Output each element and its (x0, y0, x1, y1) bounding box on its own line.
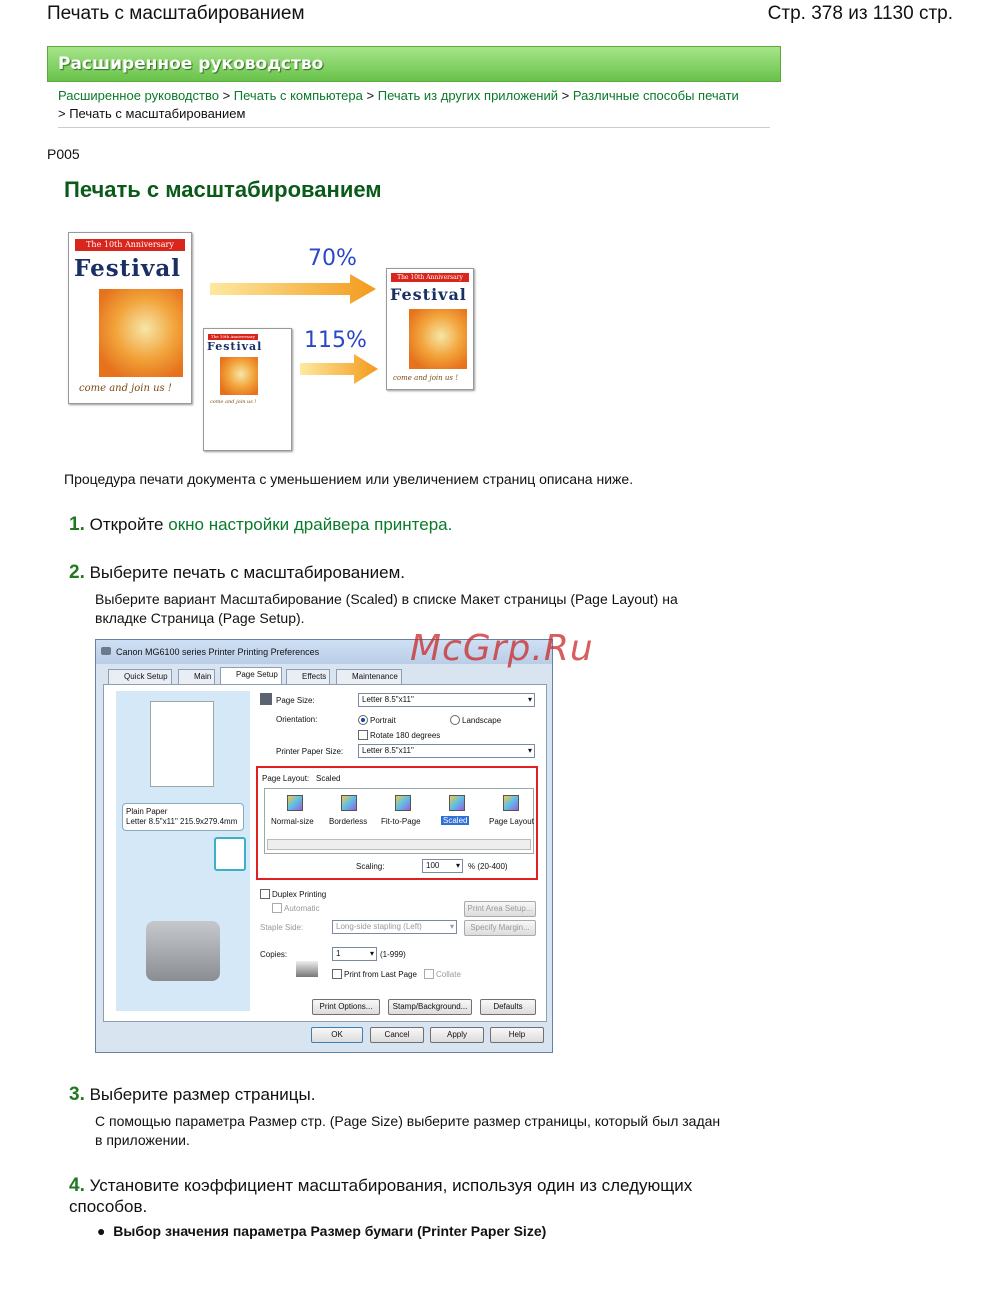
normal-size-icon[interactable] (287, 795, 303, 811)
specify-margin-button[interactable]: Specify Margin... (464, 920, 536, 936)
copies-range: (1-999) (380, 950, 406, 959)
cancel-button[interactable]: Cancel (370, 1027, 424, 1043)
portrait-radio[interactable] (358, 715, 368, 725)
tab-label: Page Setup (236, 670, 278, 679)
watermark: McGrp.Ru (410, 628, 594, 669)
small-poster-image (203, 328, 292, 451)
reduce-percent: 70% (308, 246, 357, 271)
page-layout-highlight (256, 766, 538, 880)
layout-option[interactable]: Fit-to-Page (381, 817, 421, 826)
copies-label: Copies: (260, 950, 288, 959)
rotate-label: Rotate 180 degrees (370, 731, 441, 740)
scaled-poster-image (386, 268, 474, 390)
dog-photo (220, 357, 258, 395)
print-last-checkbox[interactable] (332, 969, 342, 979)
printer-paper-size-label: Printer Paper Size: (276, 747, 344, 756)
printer-paper-size-select[interactable]: Letter 8.5"x11" ▾ (358, 744, 535, 758)
scaling-range: % (20-400) (468, 862, 508, 871)
page-size-label: Page Size: (276, 696, 315, 705)
portrait-label: Portrait (370, 716, 396, 725)
step-4 (69, 1175, 749, 1217)
preview-info-box (122, 803, 244, 831)
automatic-label: Automatic (284, 904, 320, 913)
scaling-input[interactable]: 100 ▾ (422, 859, 463, 873)
copies-stack-icon (296, 961, 318, 977)
print-options-button[interactable]: Print Options... (312, 999, 380, 1015)
dog-photo (99, 289, 183, 377)
page-counter: Стр. 378 из 1130 стр. (767, 3, 953, 24)
print-area-setup-button[interactable]: Print Area Setup... (464, 901, 536, 917)
driver-setup-link[interactable]: окно настройки драйвера принтера. (168, 515, 453, 534)
step-description: С помощью параметра Размер стр. (Page Size) выберите размер страницы, который был задан в приложении. (95, 1113, 721, 1148)
tab-maintenance[interactable] (336, 669, 402, 685)
ok-button[interactable]: OK (311, 1027, 363, 1043)
breadcrumb-link[interactable]: Печать из других приложений (377, 88, 559, 103)
breadcrumb-sep: > (561, 88, 570, 103)
preview-size: Letter 8.5"x11" 215.9x279.4mm (126, 817, 238, 826)
poster-title: Festival (390, 285, 467, 304)
banner-label: Расширенное руководство (58, 54, 324, 74)
breadcrumb (58, 87, 778, 123)
tab-effects[interactable] (286, 669, 330, 685)
doc-code: P005 (47, 146, 80, 162)
poster-footer: come and join us ! (210, 399, 257, 405)
defaults-button[interactable]: Defaults (480, 999, 536, 1015)
section-banner (47, 46, 781, 82)
tab-label: Maintenance (352, 672, 398, 681)
printer-preferences-dialog (95, 639, 553, 1053)
layout-option[interactable]: Page Layout (489, 817, 534, 826)
layout-option[interactable]: Normal-size (271, 817, 314, 826)
step-number: 3. (69, 1084, 85, 1105)
rotate-checkbox[interactable] (358, 730, 368, 740)
running-header-title: Печать с масштабированием (47, 3, 305, 24)
staple-side-label: Staple Side: (260, 923, 304, 932)
dog-photo (409, 309, 467, 369)
divider (58, 127, 770, 128)
tab-main[interactable] (178, 669, 215, 685)
stamp-background-button[interactable]: Stamp/Background... (388, 999, 472, 1015)
orientation-icon (214, 837, 246, 871)
duplex-label: Duplex Printing (272, 890, 327, 899)
tab-label: Quick Setup (124, 672, 168, 681)
dialog-title: Canon MG6100 series Printer Printing Preferences (116, 647, 320, 657)
poster-footer: come and join us ! (79, 383, 172, 394)
poster-tag: The 10th Anniversary (391, 273, 469, 282)
bullet-icon: ● (97, 1223, 114, 1239)
breadcrumb-link[interactable]: Различные способы печати (572, 88, 739, 103)
step-description: Выберите вариант Масштабирование (Scaled) в списке Макет страницы (Page Layout) на вкладке Страница (Page Setup). (95, 591, 678, 626)
landscape-label: Landscape (462, 716, 502, 725)
automatic-checkbox[interactable] (272, 903, 282, 913)
arrow-right-icon (210, 274, 378, 304)
tab-quick-setup[interactable] (108, 669, 172, 685)
breadcrumb-link[interactable]: Печать с компьютера (233, 88, 363, 103)
page-size-icon (260, 693, 272, 705)
step-number: 2. (69, 562, 85, 583)
breadcrumb-sep: > (222, 88, 231, 103)
copies-input[interactable]: 1 ▾ (332, 947, 377, 961)
page-layout-icon[interactable] (503, 795, 519, 811)
page-setup-panel (103, 684, 547, 1022)
step-text: Установите коэффициент масштабирования, используя один из следующих способов. (69, 1176, 693, 1216)
printer-icon (101, 647, 111, 655)
tab-label: Main (194, 672, 212, 681)
layout-option-selected[interactable]: Scaled (443, 816, 468, 825)
page-title: Печать с масштабированием (64, 177, 382, 202)
breadcrumb-current: > Печать с масштабированием (58, 106, 246, 121)
enlarge-percent: 115% (304, 328, 367, 353)
layout-list (264, 788, 534, 854)
poster-tag: The 10th Anniversary (208, 334, 258, 340)
duplex-checkbox[interactable] (260, 889, 270, 899)
scaling-label: Scaling: (356, 862, 385, 871)
step-3 (69, 1084, 315, 1106)
poster-footer: come and join us ! (393, 374, 459, 382)
page-preview (150, 701, 214, 787)
apply-button[interactable]: Apply (430, 1027, 484, 1043)
help-button[interactable]: Help (490, 1027, 544, 1043)
layout-option[interactable]: Borderless (329, 817, 368, 826)
step-number: 1. (69, 514, 85, 535)
original-poster-image (68, 232, 192, 404)
staple-side-select[interactable]: Long-side stapling (Left) ▾ (332, 920, 457, 934)
bullet-text: Выбор значения параметра Размер бумаги (Printer Paper Size) (113, 1223, 547, 1239)
tab-label: Effects (302, 672, 327, 681)
scaled-icon[interactable] (449, 795, 465, 811)
step-number: 4. (69, 1175, 85, 1196)
step-text: Выберите размер страницы. (89, 1085, 316, 1104)
step-2 (69, 562, 405, 584)
poster-tag: The 10th Anniversary (75, 239, 185, 251)
print-last-label: Print from Last Page (344, 970, 417, 979)
layout-scrollbar[interactable] (267, 839, 531, 850)
poster-title: Festival (207, 340, 263, 353)
scaling-illustration (68, 232, 478, 452)
landscape-radio[interactable] (450, 715, 460, 725)
poster-title: Festival (74, 255, 182, 282)
bullet-item (97, 1223, 546, 1239)
breadcrumb-sep: > (366, 88, 375, 103)
collate-checkbox[interactable] (424, 969, 434, 979)
arrow-right-icon (300, 354, 380, 384)
tab-page-setup[interactable] (220, 667, 282, 685)
collate-label: Collate (436, 970, 461, 979)
step-text: Откройте (89, 515, 164, 534)
page-layout-label: Page Layout: (262, 774, 310, 783)
fit-to-page-icon[interactable] (395, 795, 411, 811)
preview-pane (116, 691, 250, 1011)
breadcrumb-link[interactable]: Расширенное руководство (58, 88, 219, 103)
page-layout-value: Scaled (316, 774, 341, 783)
intro-text: Процедура печати документа с уменьшением или увеличением страниц описана ниже. (64, 471, 634, 487)
page-size-select[interactable]: Letter 8.5"x11" ▾ (358, 693, 535, 707)
printer-illustration-icon (146, 921, 220, 981)
step-1 (69, 514, 452, 536)
step-text: Выберите печать с масштабированием. (89, 563, 406, 582)
preview-media: Plain Paper (126, 807, 168, 816)
borderless-icon[interactable] (341, 795, 357, 811)
orientation-label: Orientation: (276, 715, 318, 724)
